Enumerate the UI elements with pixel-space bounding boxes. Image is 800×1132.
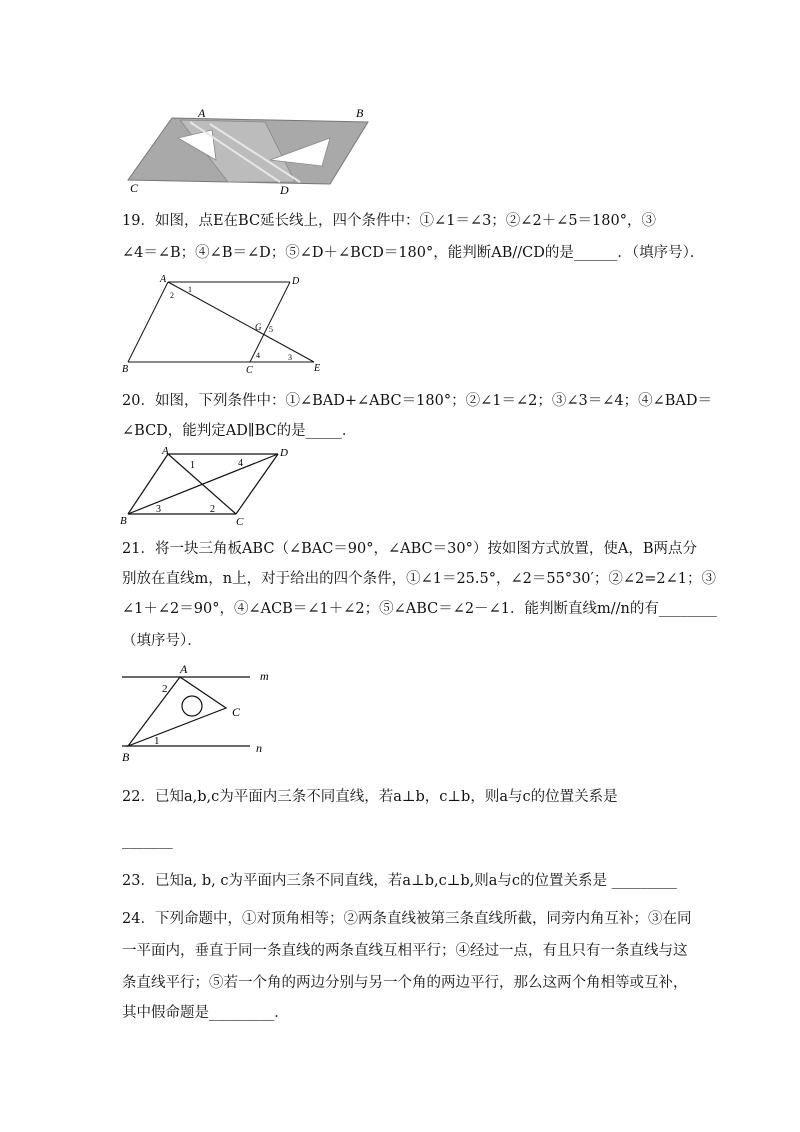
q19-label-c: C xyxy=(246,365,253,376)
q20-figure xyxy=(118,446,298,528)
q19-angle-1: 1 xyxy=(188,285,192,294)
q22-line1: 22．已知a,b,c为平面内三条不同直线，若a⊥b，c⊥b，则a与c的位置关系是 xyxy=(122,789,618,805)
ruler-label-c: C xyxy=(130,181,139,195)
q20-label-b: B xyxy=(120,515,127,527)
q20-label-a: A xyxy=(162,446,169,457)
q20-line1: 20．如图，下列条件中：①∠BAD+∠ABC＝180°；②∠1＝∠2；③∠3＝∠4；④∠BAD＝ xyxy=(122,393,712,409)
q24-line3: 条直线平行；⑤若一个角的两边分别与另一个角的两边平行，那么这两个角相等或互补， xyxy=(122,975,688,991)
q19-angle-4: 4 xyxy=(256,351,260,360)
ruler-label-a: A xyxy=(198,106,206,120)
q21-line2: 别放在直线m，n上，对于给出的四个条件，①∠1＝25.5°，∠2＝55°30′；②∠2=2∠1；③ xyxy=(122,571,716,587)
q19-label-e: E xyxy=(314,363,321,374)
q24-line2: 一平面内，垂直于同一条直线的两条直线互相平行；④经过一点，有且只有一条直线与这 xyxy=(122,943,688,959)
q20-angle-3: 3 xyxy=(156,504,161,515)
q19-angle-2: 2 xyxy=(170,291,174,300)
q21-label-c: C xyxy=(232,705,241,719)
q21-label-m: m xyxy=(260,669,269,683)
q20-angle-1: 1 xyxy=(190,460,195,471)
q19-label-a: A xyxy=(160,274,167,285)
q19-angle-5: 5 xyxy=(269,325,273,334)
q24-line4: 其中假命题是_________． xyxy=(122,1005,289,1021)
q21-angle-2: 2 xyxy=(162,683,168,695)
q24-line1: 24．下列命题中，①对顶角相等；②两条直线被第三条直线所截，同旁内角互补；③在同 xyxy=(122,911,692,927)
q19-angle-3: 3 xyxy=(288,353,292,362)
q21-line4: （填序号）． xyxy=(122,633,202,649)
q19-line2: ∠4＝∠B；④∠B＝∠D；⑤∠D＋∠BCD＝180°，能判断AB//CD的是______．（填序号）． xyxy=(122,245,705,261)
q23-line1: 23．已知a, b, c为平面内三条不同直线，若a⊥b,c⊥b,则a与c的位置关系是 _________ xyxy=(122,873,677,889)
q21-line3: ∠1＋∠2＝90°，④∠ACB＝∠1＋∠2；⑤∠ABC＝∠2－∠1．能判断直线m//n的有________ xyxy=(122,601,717,617)
q20-angle-4: 4 xyxy=(238,458,243,469)
q19-figure xyxy=(118,272,330,376)
q21-label-n: n xyxy=(256,741,262,755)
q19-label-g: G xyxy=(255,322,262,332)
q21-label-a: A xyxy=(180,662,188,676)
ruler-figure xyxy=(120,100,380,196)
ruler-label-d: D xyxy=(280,183,289,196)
q20-label-c: C xyxy=(236,516,244,528)
q20-label-d: D xyxy=(280,447,288,459)
q20-line2: ∠BCD，能判定AD∥BC的是_____． xyxy=(122,423,357,439)
q21-line1: 21．将一块三角板ABC（∠BAC＝90°，∠ABC＝30°）按如图方式放置，使A，B两点分 xyxy=(122,541,697,557)
ruler-label-b: B xyxy=(356,106,364,120)
q19-label-b: B xyxy=(122,364,129,375)
q21-figure xyxy=(118,660,278,764)
q22-line2: _______ xyxy=(122,833,173,849)
q19-line1: 19．如图，点E在BC延长线上，四个条件中：①∠1＝∠3；②∠2＋∠5＝180°，③ xyxy=(122,213,656,229)
q20-angle-2: 2 xyxy=(210,504,215,515)
q21-label-b: B xyxy=(122,750,130,764)
q19-label-d: D xyxy=(292,276,300,287)
q21-angle-1: 1 xyxy=(154,735,160,747)
